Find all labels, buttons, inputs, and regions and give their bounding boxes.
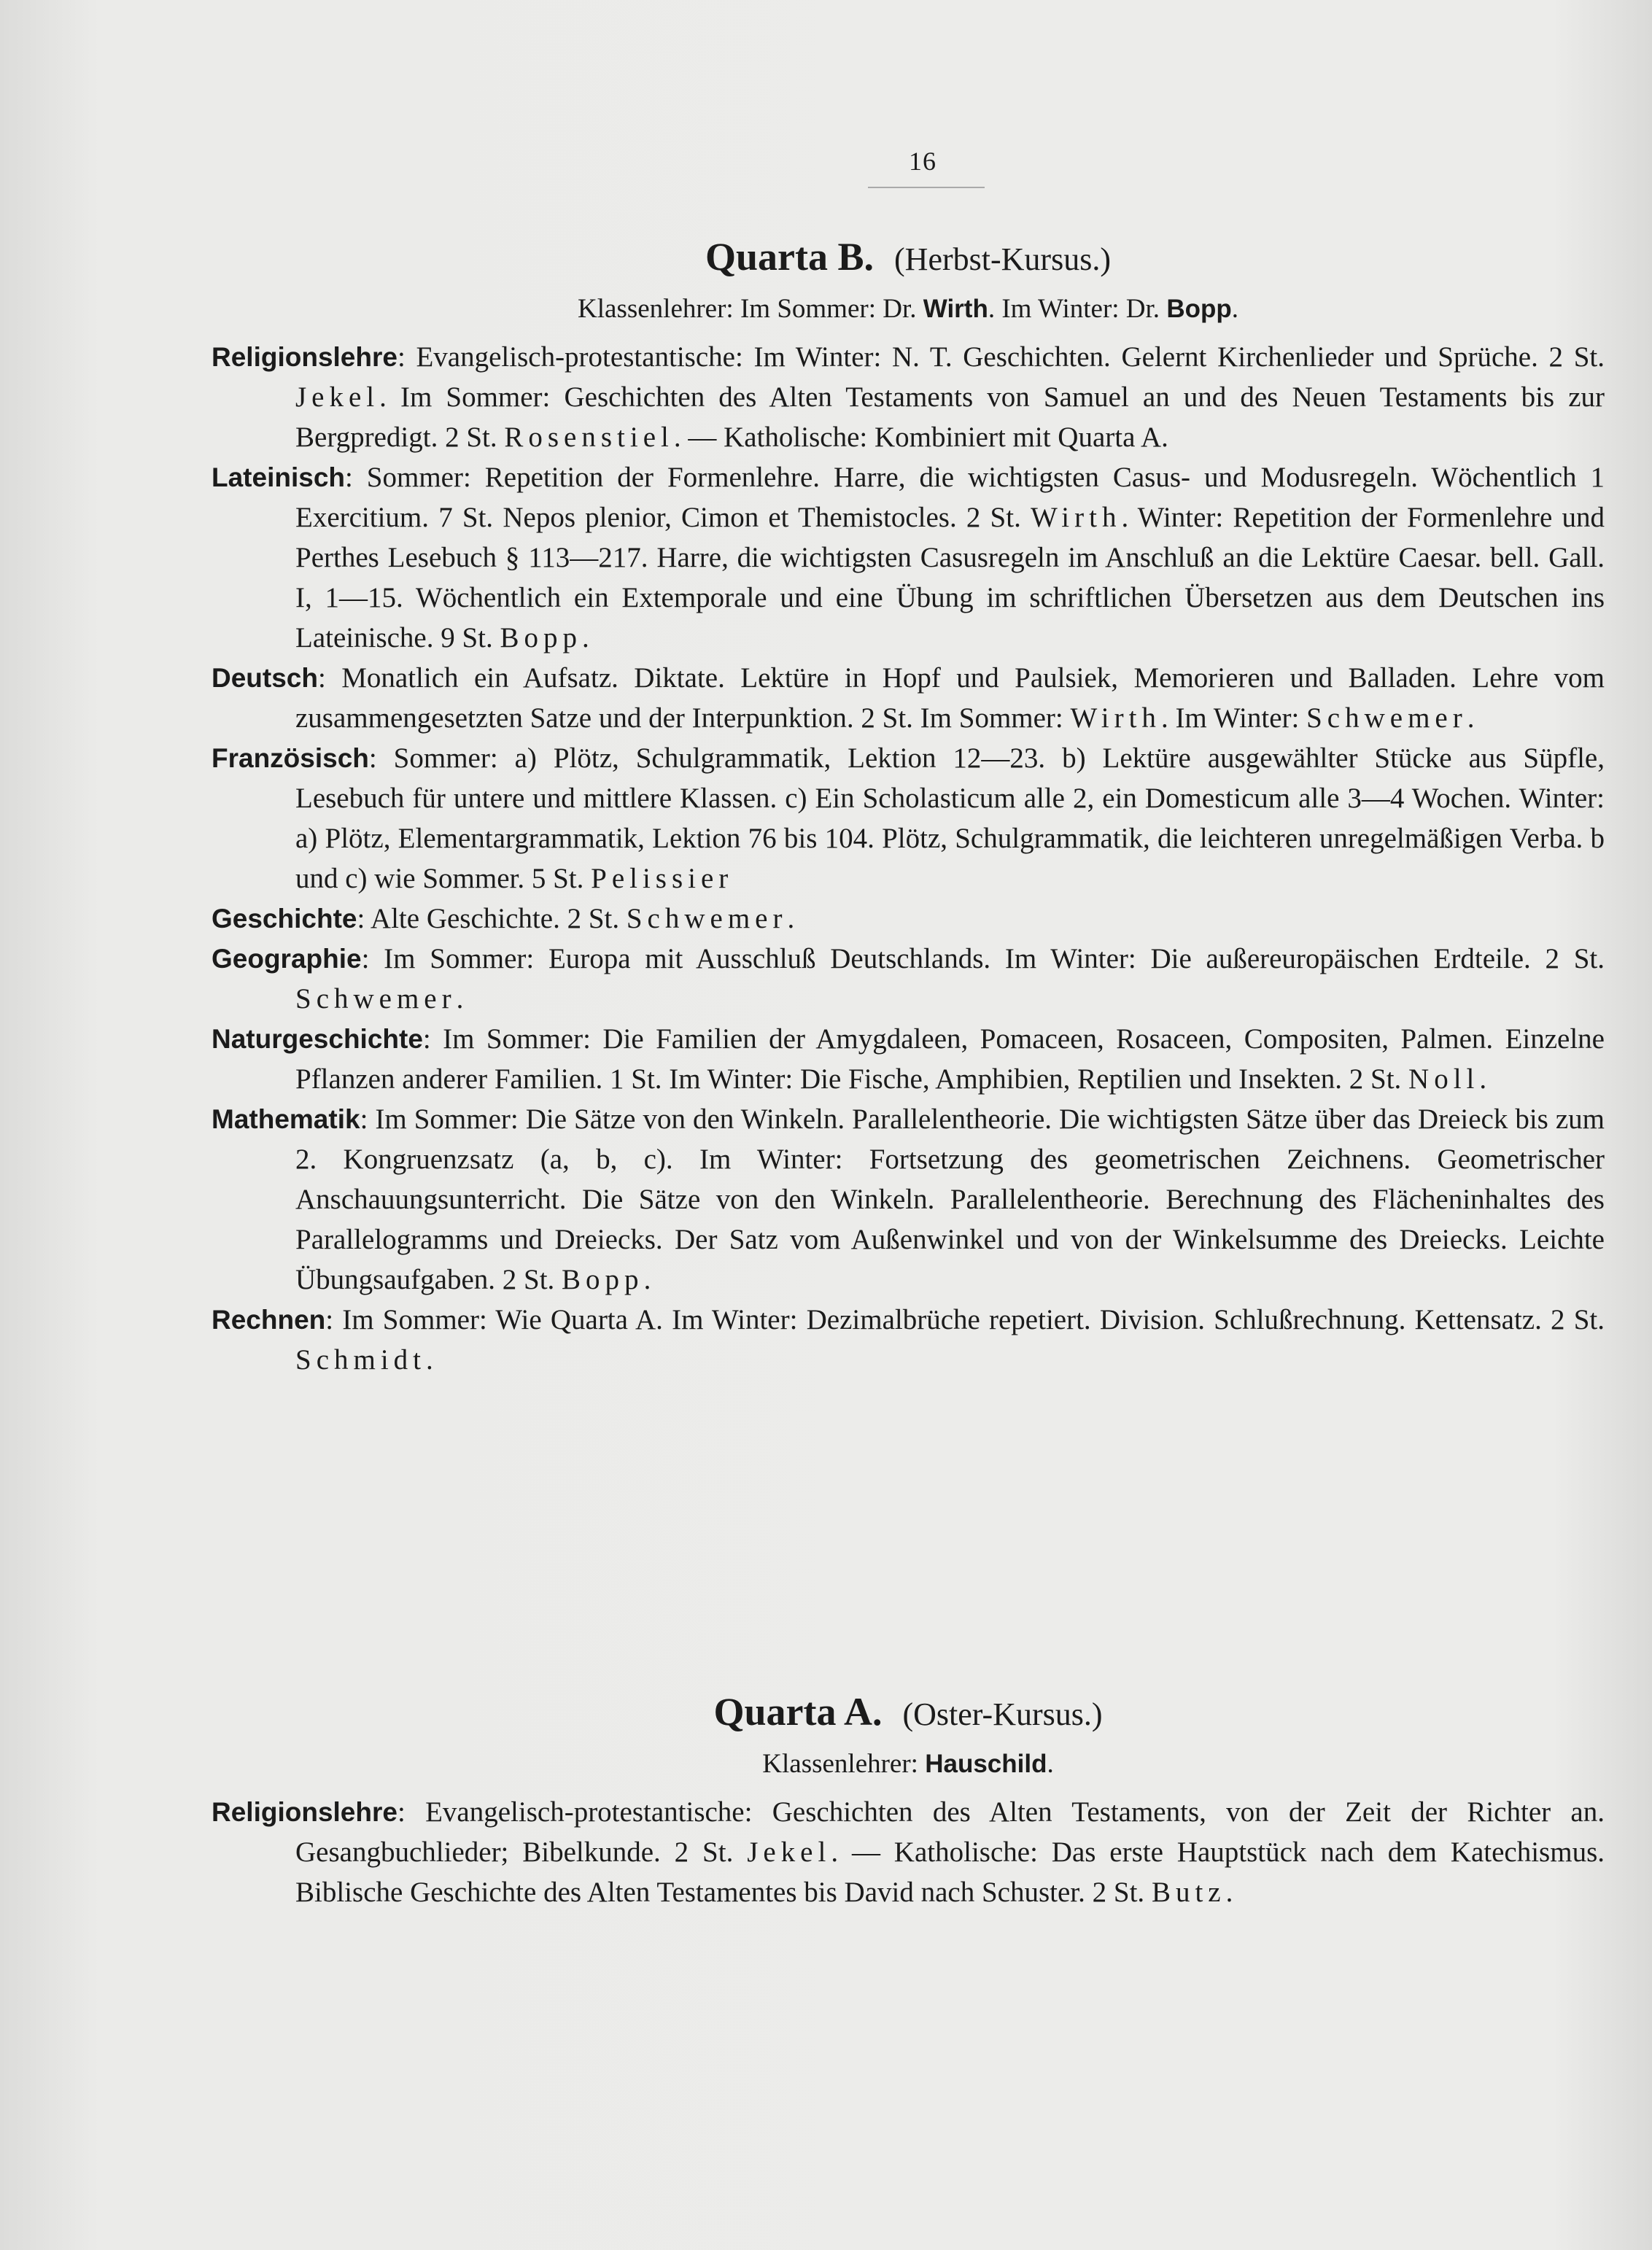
section-quarta-a xyxy=(212,1688,1605,1912)
teacher-name: Noll xyxy=(1408,1063,1480,1095)
subject-name: Geschichte xyxy=(212,904,357,934)
winter-teacher: Bopp xyxy=(1166,295,1232,323)
subject-text: . xyxy=(456,983,464,1015)
subject-text: : Alte Geschichte. 2 St. xyxy=(357,903,620,934)
teacher-name: Schwemer xyxy=(1306,702,1467,734)
subject-text: . xyxy=(1467,702,1475,734)
subject-entry-mathematik xyxy=(212,1099,1605,1300)
subject-text: . Im Sommer: Geschichten des Alten Testaments von Samuel an und des Neuen Testaments bis zur Bergpredigt. 2 St. xyxy=(295,381,1605,453)
subject-text: : Sommer: Repetition der Formenlehre. Harre, die wichtigsten Casus- und Modusregeln. Wöchentlich 1 Exercitium. 7 St. Nepos plenior, Cimon et Themistocles. 2 St. xyxy=(295,462,1605,533)
section-name: Quarta A. xyxy=(713,1690,883,1734)
subject-entry-rechnen xyxy=(212,1300,1605,1380)
teacher-end: . xyxy=(1047,1749,1054,1779)
subject-text: . xyxy=(582,622,589,653)
class-teacher-line xyxy=(212,289,1605,330)
subject-entry-deutsch xyxy=(212,658,1605,738)
winter-end: . xyxy=(1231,294,1238,324)
subject-text: : Sommer: a) Plötz, Schulgrammatik, Lektion 12—23. b) Lektüre ausgewählter Stücke aus Süpfle, Lesebuch für untere und mittlere Klassen. c) Ein Scholasticum alle 2, ein Domesticum alle 3—4 Wochen. Winter: a) Plötz, Elementargrammatik, Lektion 76 bis 104. Plötz, Schulgrammatik, die leichteren unregelmäßigen Verba. b und c) wie Sommer. 5 St. xyxy=(295,742,1605,894)
section-course: (Oster-Kursus.) xyxy=(902,1696,1103,1732)
teacher-name: Schmidt xyxy=(295,1344,427,1376)
subject-name: Deutsch xyxy=(212,663,318,693)
subject-text: : Im Sommer: Europa mit Ausschluß Deutschlands. Im Winter: Die außereuropäischen Erdteile. 2 St. xyxy=(361,943,1605,974)
subject-text: . Winter: Repetition der Formenlehre und Perthes Lesebuch § 113—217. Harre, die wichtigsten Casusregeln im Anschluß an die Lektüre Caesar. bell. Gall. I, 1—15. Wöchentlich ein Extemporale und eine Übung im schriftlichen Übersetzen aus dem Deutschen ins Lateinische. 9 St. xyxy=(295,502,1605,653)
subject-text: : Im Sommer: Wie Quarta A. Im Winter: Dezimalbrüche repetiert. Division. Schlußrechnung. Kettensatz. 2 St. xyxy=(325,1304,1605,1335)
subject-text: . — Katholische: Kombiniert mit Quarta A. xyxy=(673,422,1168,453)
subject-text: : Monatlich ein Aufsatz. Diktate. Lektüre in Hopf und Paulsiek, Memorieren und Balladen. Lehre vom zusammengesetzten Satze und der Interpunktion. 2 St. Im Sommer: xyxy=(295,662,1605,734)
subject-name: Rechnen xyxy=(212,1305,326,1335)
teacher-name: Rosenstiel xyxy=(504,422,674,453)
subject-entry-religionslehre xyxy=(212,337,1605,457)
teacher-name: Bopp xyxy=(500,622,583,653)
subject-text: . xyxy=(426,1344,433,1376)
teacher-name: Wirth xyxy=(1031,502,1122,533)
subject-text: . xyxy=(787,903,795,934)
teacher-label: Klassenlehrer: xyxy=(762,1749,918,1779)
subject-text: . xyxy=(1225,1877,1233,1908)
summer-teacher: Wirth xyxy=(923,295,988,323)
teacher-name: Jekel xyxy=(747,1836,831,1868)
subject-entry-geographie xyxy=(212,939,1605,1019)
teacher-name: Schwemer xyxy=(295,983,457,1015)
subject-text: . xyxy=(1479,1063,1487,1095)
teacher-name: Jekel xyxy=(295,381,380,413)
subject-text: . Im Winter: xyxy=(1160,702,1300,734)
subject-name: Geographie xyxy=(212,944,362,974)
subject-name: Lateinisch xyxy=(212,462,345,492)
teacher-name: Wirth xyxy=(1070,702,1161,734)
subject-text: . xyxy=(643,1264,651,1295)
subject-text: . — Katholische: Das erste Hauptstück nach dem Katechismus. Biblische Geschichte des Alten Testamentes bis David nach Schuster. 2 St. xyxy=(295,1836,1605,1908)
subject-text: : Evangelisch-protestantische: Geschichten des Alten Testaments, von der Zeit der Richter an. Gesangbuchlieder; Bibelkunde. 2 St. xyxy=(295,1796,1605,1868)
subject-name: Religionslehre xyxy=(212,342,398,372)
teacher-label: Klassenlehrer: xyxy=(578,294,734,324)
page-number-rule xyxy=(868,187,985,188)
subject-entry-geschichte xyxy=(212,899,1605,939)
subject-text: : Im Sommer: Die Familien der Amygdaleen, Pomaceen, Rosaceen, Compositen, Palmen. Einzelne Pflanzen anderer Familien. 1 St. Im Winter: Die Fische, Amphibien, Reptilien und Insekten. 2 St. xyxy=(295,1023,1605,1095)
subject-entry-lateinisch xyxy=(212,457,1605,658)
subject-name: Religionslehre xyxy=(212,1797,398,1827)
summer-label: Im Sommer: Dr. xyxy=(740,294,917,324)
subject-name: Naturgeschichte xyxy=(212,1024,423,1054)
page-number: 16 xyxy=(909,147,936,176)
section-title-quarta-a xyxy=(212,1688,1605,1738)
section-course: (Herbst-Kursus.) xyxy=(894,241,1111,277)
section-title-quarta-b xyxy=(212,233,1605,283)
subject-name: Französisch xyxy=(212,743,369,773)
teacher-name: Butz xyxy=(1151,1877,1226,1908)
subject-entry-naturgeschichte xyxy=(212,1019,1605,1099)
subject-text: : Evangelisch-protestantische: Im Winter: N. T. Geschichten. Gelernt Kirchenlieder und Sprüche. 2 St. xyxy=(397,341,1605,373)
subject-entry-franzoesisch xyxy=(212,738,1605,899)
section-quarta-b xyxy=(212,233,1605,1380)
section-name: Quarta B. xyxy=(705,235,875,279)
teacher-name: Schwemer xyxy=(626,903,788,934)
subject-name: Mathematik xyxy=(212,1104,360,1134)
class-teacher: Hauschild xyxy=(925,1750,1047,1778)
teacher-name: Pelissier xyxy=(591,863,734,894)
winter-label: . Im Winter: Dr. xyxy=(988,294,1160,324)
subject-text: : Im Sommer: Die Sätze von den Winkeln. Parallelentheorie. Die wichtigsten Sätze über das Dreieck bis zum 2. Kongruenzsatz (a, b, c). Im Winter: Fortsetzung des geometrischen Zeichnens. Geometrischer Anschauungsunterricht. Die Sätze von den Winkeln. Parallelentheorie. Berechnung des Flächeninhaltes des Parallelogramms und Dreiecks. Der Satz vom Außenwinkel und von der Winkelsumme des Dreiecks. Leichte Übungsaufgaben. 2 St. xyxy=(295,1103,1605,1295)
class-teacher-line xyxy=(212,1744,1605,1785)
teacher-name: Bopp xyxy=(562,1264,644,1295)
subject-entry-religionslehre xyxy=(212,1792,1605,1912)
